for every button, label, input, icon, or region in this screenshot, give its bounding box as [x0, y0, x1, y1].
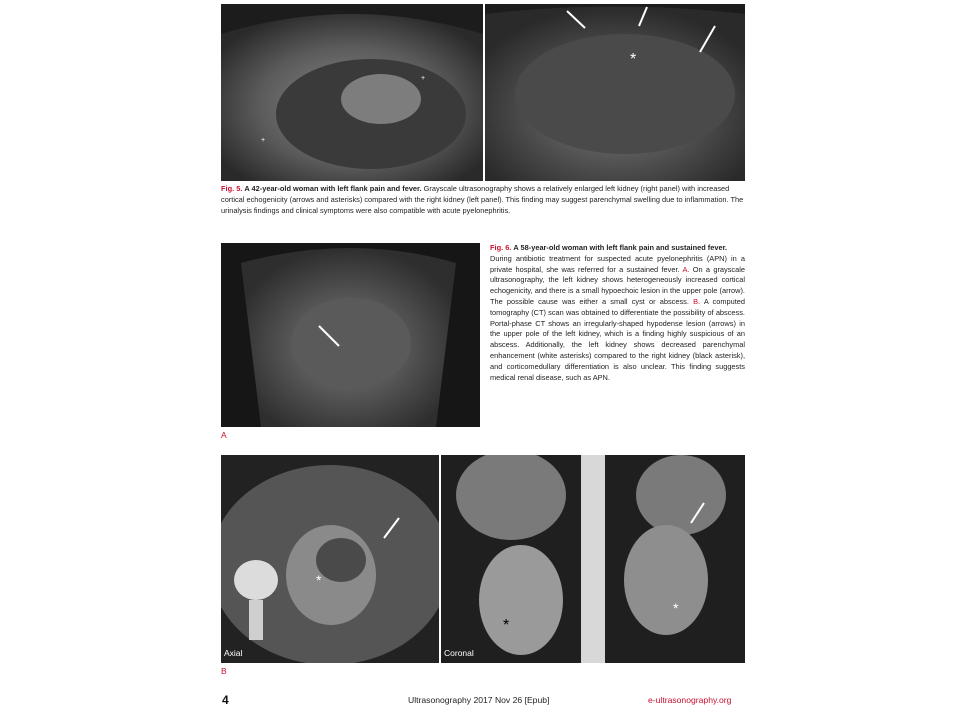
fig5-asterisk-label: * — [630, 51, 637, 68]
fig6b-coronal-ct-image — [441, 455, 745, 663]
page-number: 4 — [222, 693, 229, 707]
journal-citation: Ultrasonography 2017 Nov 26 [Epub] — [408, 695, 550, 705]
coronal-white-asterisk-label: * — [673, 600, 679, 616]
fig5-left-ultrasound-image — [221, 4, 483, 181]
fig6-text-part1: During antibiotic treatment for suspected acute pyelonephritis (APN) in a private hospital, she was referred for a sustained fever. — [490, 253, 745, 274]
fig6a-panel-letter: A — [221, 430, 227, 440]
fig6-text-part3: A computed tomography (CT) scan was obtained to differentiate the possibility of abscess. Portal-phase CT shows an irregularly-shaped hypodense lesion (arrows) in the upper pole of the left kidney, which is a finding highly suspicious of an abscess. Additionally, the left kidney shows decreased parenchymal enhancement (white asterisks) compared to the right kidney (black asterisk), and corticomedullary differentiation is also unclear. This finding suggests medical renal disease, such as APN. — [490, 296, 745, 382]
fig5-label: Fig. 5. — [221, 184, 243, 193]
coronal-label: Coronal — [444, 648, 474, 658]
axial-asterisk-label: * — [316, 572, 322, 588]
fig6-label: Fig. 6. — [490, 243, 512, 252]
svg-text:+: + — [421, 75, 426, 82]
axial-label: Axial — [224, 648, 243, 658]
fig6b-panel-letter: B — [221, 666, 227, 676]
fig6-caption — [490, 243, 745, 383]
fig5-caption — [221, 184, 745, 216]
fig5-text: Grayscale ultrasonography shows a relatively enlarged left kidney (right panel) with increased cortical echogenicity (arrows and asterisks) compared with the right kidney (left panel). This finding may suggest parenchymal swelling due to inflammation. The urinalysis findings and clinical symptoms were also compatible with acute pyelonephritis. — [221, 184, 744, 215]
fig6a-ultrasound-image — [221, 243, 480, 427]
fig6-ref-a: A. — [682, 264, 690, 274]
coronal-black-asterisk-label: * — [503, 617, 510, 634]
fig5-right-ultrasound-image — [485, 4, 745, 181]
svg-text:+: + — [261, 137, 266, 144]
fig6b-axial-ct-image — [221, 455, 439, 663]
fig6-text-part2: On a grayscale ultrasonography, the left kidney shows heterogeneously increased cortical echogenicity, and there is a small hypoechoic lesion in the upper pole (arrow). The possible cause was either a small cyst or abscess. — [490, 264, 745, 306]
fig6-title: A 58-year-old woman with left flank pain and sustained fever. — [513, 243, 728, 252]
fig6-ref-b: B. — [693, 296, 701, 306]
fig5-title: A 42-year-old woman with left flank pain and fever. — [244, 184, 422, 193]
journal-website-link[interactable]: e-ultrasonography.org — [648, 695, 732, 705]
